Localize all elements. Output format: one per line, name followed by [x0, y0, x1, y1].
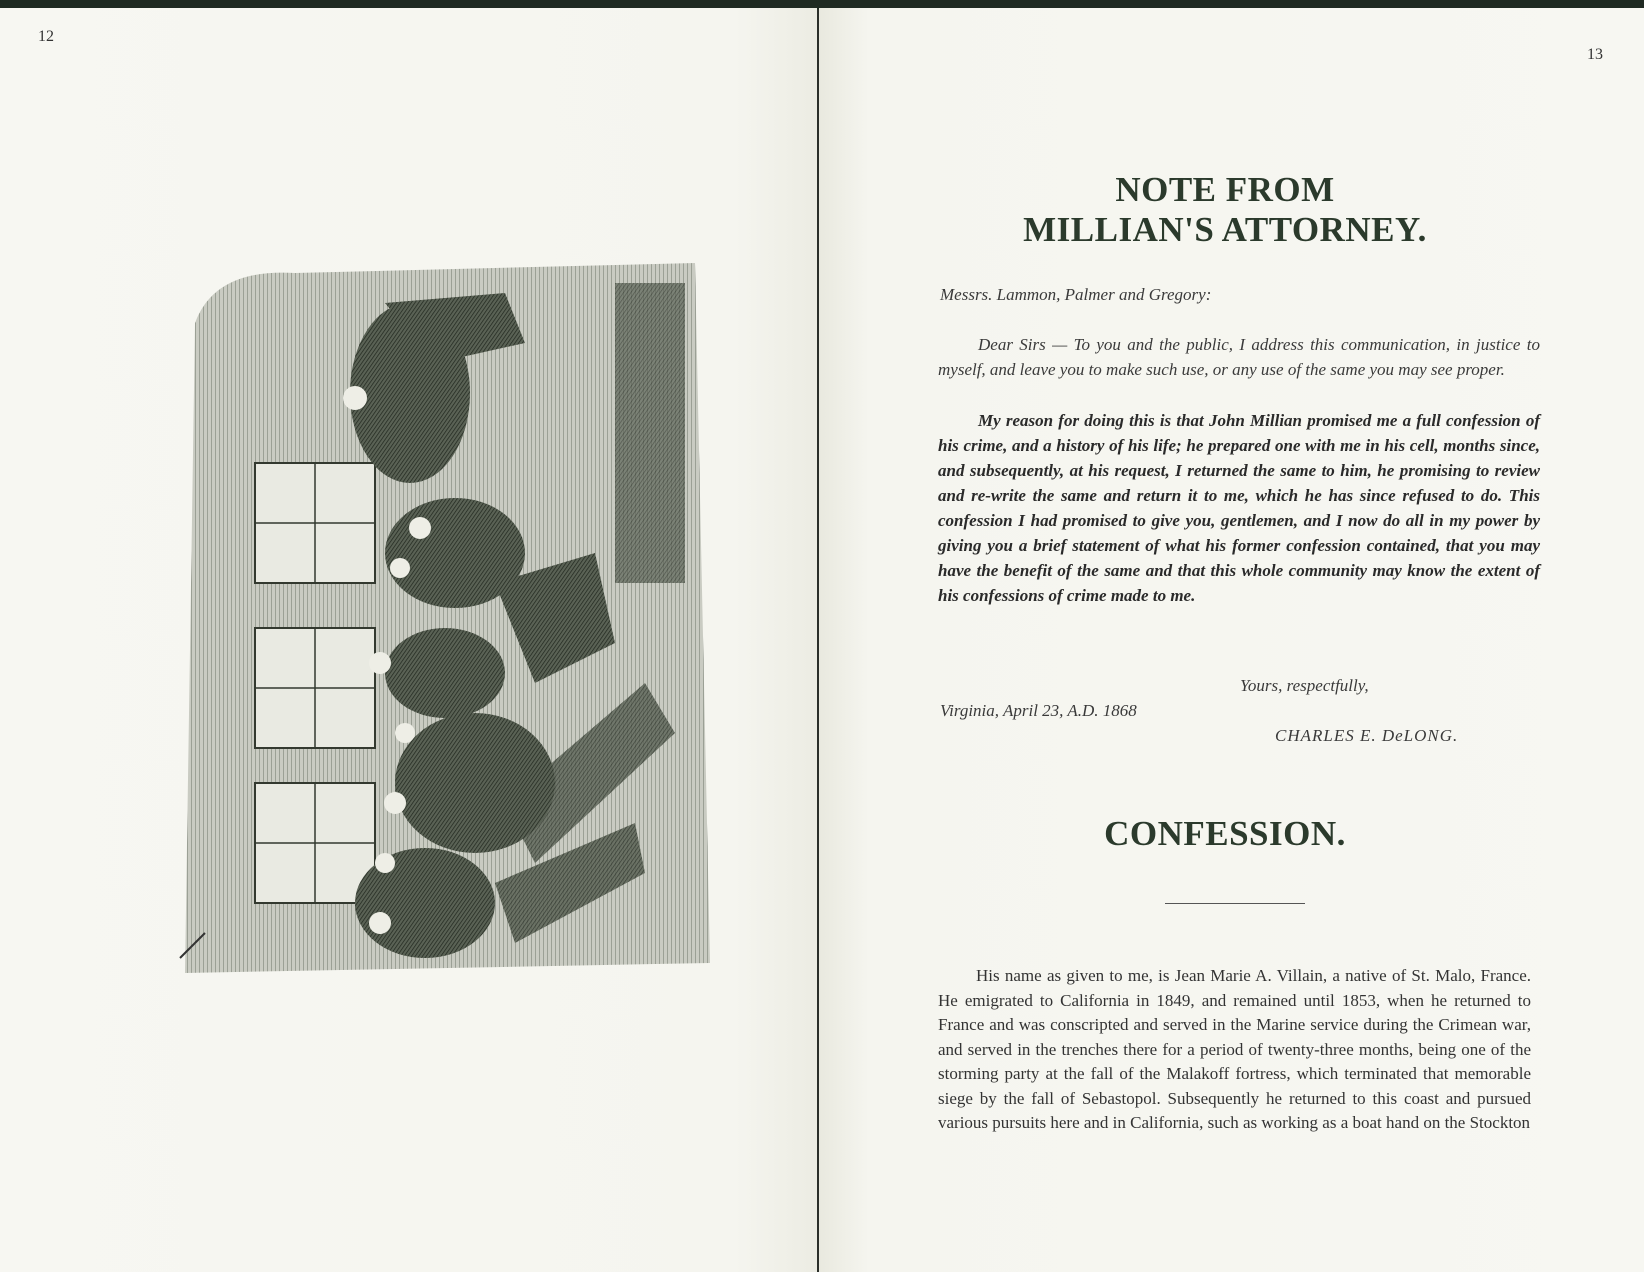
- courtroom-engraving-illustration: [175, 263, 720, 1003]
- letter-place-date: Virginia, April 23, A.D. 1868: [940, 701, 1137, 720]
- note-heading-line2: MILLIAN'S ATTORNEY.: [1023, 210, 1427, 249]
- page-number-left: 12: [38, 28, 54, 45]
- salutation: Messrs. Lammon, Palmer and Gregory:: [940, 285, 1212, 304]
- letter-closing: Yours, respectfully,: [1240, 676, 1369, 695]
- letter-signature: CHARLES E. DeLONG.: [1275, 726, 1459, 745]
- note-heading-line1: NOTE FROM: [1115, 170, 1335, 209]
- letter-paragraph-2: My reason for doing this is that John Millian promised me a full confession of his crime, and a history of his life; he prepared one with me in his cell, months since, and subsequently, at his request, I returned the same to him, he promising to review and re-write the same and return it to me, which he has since refused to do. This confession I had promised to give you, gentlemen, and I now do all in my power by giving you a brief statement of what his former confession contained, that you may have the benefit of the same and that this whole community may know the extent of his confessions of crime made to me.: [938, 411, 1540, 605]
- confession-heading: CONFESSION.: [1104, 814, 1346, 853]
- letter-paragraph-1: Dear Sirs — To you and the public, I address this communication, in justice to myself, and leave you to make such use, or any use of the same you may see proper.: [938, 335, 1540, 379]
- section-divider: [1165, 903, 1305, 904]
- page-number-right: 13: [1587, 46, 1603, 63]
- confession-body: His name as given to me, is Jean Marie A. Villain, a native of St. Malo, France. He emigrated to California in 1849, and remained until 1853, when he returned to France and was conscripted and served in the Marine service during the Crimean war, and served in the trenches there for a period of twenty-three months, being one of the storming party at the fall of the Malakoff fortress, which terminated that memorable siege by the fall of Sebastopol. Subsequently he returned to this coast and pursued various pursuits here and in California, such as working as a boat hand on the Stockton: [938, 966, 1531, 1132]
- left-page: [0, 8, 817, 1272]
